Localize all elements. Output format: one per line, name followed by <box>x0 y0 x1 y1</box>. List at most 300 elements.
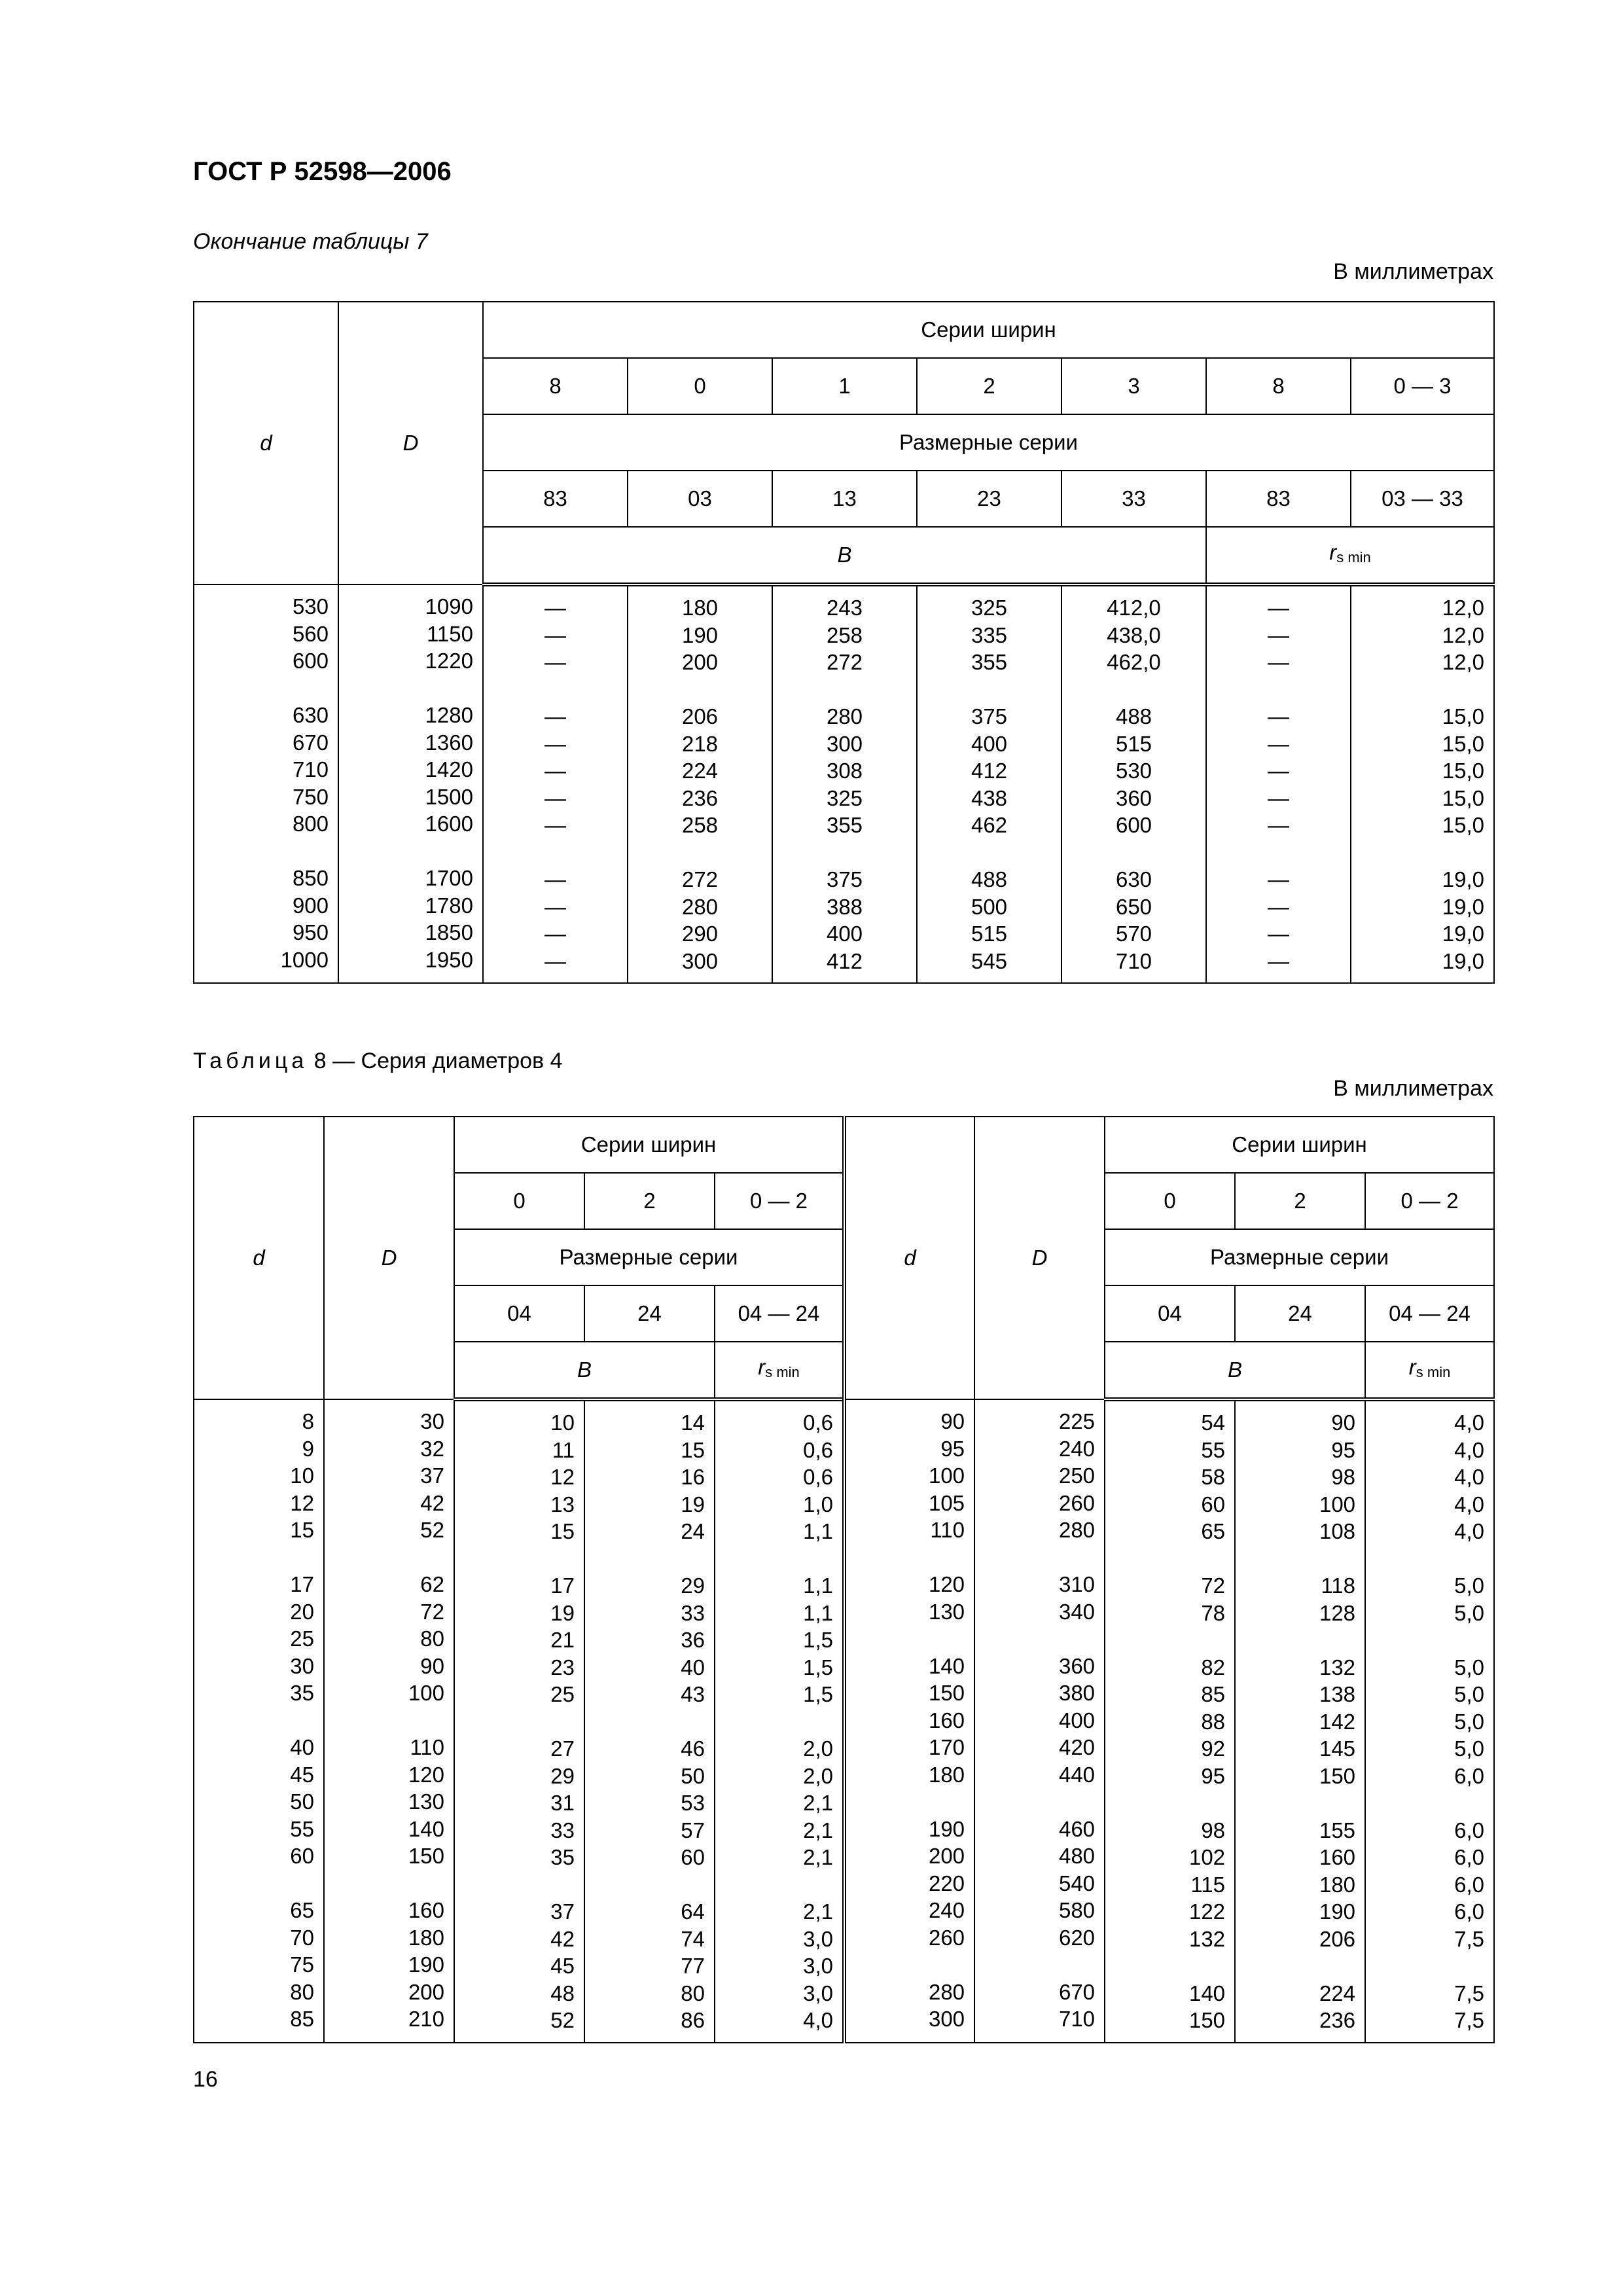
cell-value: 375 <box>826 867 863 891</box>
cell-value <box>975 1544 1095 1571</box>
cell-value: 95 <box>1201 1763 1226 1788</box>
cell-value: 280 <box>1058 1518 1096 1542</box>
cell-value: 74 <box>681 1926 705 1951</box>
cell-value: 300 <box>826 731 863 756</box>
cell-value: 3,0 <box>803 1981 834 2005</box>
cell-value: 12,0 <box>1442 622 1485 647</box>
cell-value: 150 <box>408 1844 444 1868</box>
r-subscript: s min <box>1336 549 1371 566</box>
cell-value <box>1366 1626 1484 1654</box>
cell-value: — <box>544 731 566 756</box>
dim-series-cell: 04 <box>454 1285 584 1342</box>
cell-value: 3,0 <box>803 1954 834 1978</box>
cell-value: 150 <box>1188 2008 1226 2032</box>
cell-value: — <box>544 867 566 891</box>
cell-value: — <box>1268 785 1289 810</box>
cell-value: 150 <box>1319 1763 1356 1788</box>
cell-value: 20 <box>290 1599 314 1624</box>
cell-value <box>194 1707 314 1734</box>
cell-value: 4,0 <box>803 2008 834 2032</box>
cell-value: 19,0 <box>1442 948 1485 973</box>
cell-value: 400 <box>826 922 863 946</box>
cell-value <box>1105 1789 1225 1817</box>
cell-value <box>975 1625 1095 1653</box>
cell-value: 55 <box>290 1816 314 1841</box>
cell-value: 1420 <box>425 757 473 781</box>
cell-value: — <box>1268 813 1289 837</box>
cell-value: 488 <box>1115 704 1152 728</box>
r83-column <box>1206 584 1351 983</box>
cell-value: 380 <box>1058 1681 1096 1705</box>
cell-value <box>585 1545 705 1573</box>
table7-caption: Окончание таблицы 7 <box>193 229 428 254</box>
cell-value <box>1105 1626 1225 1654</box>
cell-value: 132 <box>1188 1926 1226 1951</box>
cell-value: — <box>1268 650 1289 674</box>
cell-value <box>773 676 916 704</box>
cell-value: 40 <box>290 1735 314 1759</box>
cell-value: 2,0 <box>803 1736 834 1761</box>
cell-value: 850 <box>292 866 329 890</box>
b33-column <box>1061 584 1206 983</box>
cell-value: 206 <box>1319 1926 1356 1951</box>
cell-value: 800 <box>292 812 329 836</box>
cell-value: 480 <box>1058 1844 1096 1868</box>
cell-value: 13 <box>550 1492 575 1516</box>
cell-value <box>1236 1545 1355 1573</box>
cell-value: 150 <box>928 1681 965 1705</box>
cell-value: 190 <box>928 1816 965 1841</box>
cell-value: 1600 <box>425 812 473 836</box>
r-subscript: s min <box>765 1364 800 1381</box>
cell-value: 12,0 <box>1442 650 1485 674</box>
cell-value: 100 <box>928 1463 965 1488</box>
cell-value: 272 <box>826 650 863 674</box>
cell-value: 420 <box>1058 1735 1096 1759</box>
cell-value: 15,0 <box>1442 704 1485 728</box>
cell-value: — <box>544 759 566 783</box>
width-series-cell: 0 — 2 <box>715 1173 844 1229</box>
r-symbol: r <box>1408 1355 1416 1380</box>
cell-value: 290 <box>681 922 719 946</box>
cell-value: 206 <box>681 704 719 728</box>
cell-value: 160 <box>1319 1845 1356 1869</box>
dim-series-cell: 33 <box>1061 471 1206 527</box>
dim-series-cell: 24 <box>584 1285 715 1342</box>
cell-value: 12 <box>290 1490 314 1515</box>
cell-value: 98 <box>1201 1818 1226 1842</box>
cell-value <box>846 1788 965 1816</box>
cell-value: 210 <box>408 2007 444 2031</box>
cell-value: 488 <box>971 867 1008 891</box>
cell-value: 180 <box>681 596 719 620</box>
table8-units: В миллиметрах <box>1333 1076 1493 1101</box>
cell-value <box>194 1870 314 1897</box>
right-b24-column <box>1235 1399 1365 2043</box>
cell-value <box>339 675 473 702</box>
cell-value: 95 <box>1331 1437 1356 1462</box>
cell-value: 19,0 <box>1442 894 1485 919</box>
cell-value: 128 <box>1319 1600 1356 1625</box>
cell-value <box>975 1788 1095 1816</box>
cell-value: 500 <box>971 894 1008 919</box>
cell-value: 80 <box>290 1979 314 2004</box>
cell-value: 630 <box>1115 867 1152 891</box>
cell-value: 335 <box>971 622 1008 647</box>
cell-value: 15,0 <box>1442 759 1485 783</box>
b03-column <box>628 584 772 983</box>
cell-value: — <box>1268 704 1289 728</box>
table8-body-row <box>194 1399 1494 2043</box>
cell-value: 600 <box>292 649 329 673</box>
cell-value: 560 <box>292 621 329 646</box>
cell-value: 72 <box>1201 1573 1226 1598</box>
cell-value: 412 <box>826 948 863 973</box>
width-series-cell: 8 <box>1206 358 1351 414</box>
table8-left-width-series-header: Серии ширин <box>454 1117 844 1173</box>
cell-value: — <box>544 813 566 837</box>
r-column <box>1351 584 1494 983</box>
cell-value <box>455 1708 575 1736</box>
table7-r-header <box>1206 527 1494 584</box>
cell-value: 33 <box>681 1600 705 1625</box>
cell-value: 15,0 <box>1442 731 1485 756</box>
cell-value: 6,0 <box>1454 1845 1485 1869</box>
cell-value: 360 <box>1115 785 1152 810</box>
cell-value: — <box>544 922 566 946</box>
cell-value: 50 <box>681 1763 705 1788</box>
cell-value: 5,0 <box>1454 1682 1485 1706</box>
document-title: ГОСТ Р 52598—2006 <box>193 157 452 186</box>
cell-value: 110 <box>930 1518 965 1542</box>
cell-value: 120 <box>408 1762 444 1787</box>
cell-value <box>1062 676 1205 704</box>
cell-value: 98 <box>1331 1465 1356 1489</box>
cell-value <box>194 1544 314 1571</box>
cell-value: — <box>544 704 566 728</box>
cell-value <box>773 839 916 867</box>
cell-value: 45 <box>550 1954 575 1978</box>
cell-value: 272 <box>681 867 719 891</box>
cell-value <box>585 1708 705 1736</box>
width-series-cell: 0 <box>1105 1173 1235 1229</box>
cell-value: 280 <box>826 704 863 728</box>
cell-value <box>1351 839 1484 867</box>
cell-value: 15 <box>290 1518 314 1542</box>
cell-value: 375 <box>971 704 1008 728</box>
table8-caption-title: 8 — Серия диаметров 4 <box>308 1049 563 1073</box>
cell-value: 412,0 <box>1107 596 1161 620</box>
cell-value: 90 <box>940 1409 965 1433</box>
cell-value: 53 <box>681 1791 705 1815</box>
cell-value: 630 <box>292 703 329 727</box>
cell-value: 355 <box>971 650 1008 674</box>
cell-value: 530 <box>1115 759 1152 783</box>
cell-value <box>1105 1545 1225 1573</box>
cell-value: 1150 <box>427 621 473 646</box>
cell-value: 88 <box>1201 1709 1226 1734</box>
cell-value: 710 <box>1058 2007 1096 2031</box>
cell-value: 118 <box>1321 1573 1356 1598</box>
cell-value <box>1366 1545 1484 1573</box>
cell-value: 14 <box>681 1410 705 1435</box>
cell-value <box>715 1708 833 1736</box>
cell-value: — <box>544 596 566 620</box>
dim-series-cell: 83 <box>483 471 628 527</box>
cell-value: 438 <box>971 785 1008 810</box>
cell-value <box>846 1625 965 1653</box>
cell-value: 1360 <box>425 730 473 755</box>
cell-value: 670 <box>1058 1979 1096 2004</box>
cell-value <box>1366 1952 1484 1980</box>
cell-value: 42 <box>550 1926 575 1951</box>
cell-value: 46 <box>681 1736 705 1761</box>
cell-value: 36 <box>681 1628 705 1652</box>
cell-value: 35 <box>290 1681 314 1705</box>
cell-value: 1090 <box>425 594 473 619</box>
cell-value: 1220 <box>425 649 473 673</box>
cell-value: 1950 <box>425 947 473 972</box>
left-D-column <box>324 1399 454 2043</box>
cell-value <box>194 838 329 865</box>
cell-value: 23 <box>550 1655 575 1679</box>
cell-value <box>1366 1789 1484 1817</box>
cell-value: 105 <box>928 1490 965 1515</box>
cell-value: 48 <box>550 1981 575 2005</box>
dim-series-cell: 13 <box>772 471 917 527</box>
dim-series-cell: 83 <box>1206 471 1351 527</box>
cell-value: — <box>1268 731 1289 756</box>
cell-value: 160 <box>928 1708 965 1732</box>
cell-value: 3,0 <box>803 1926 834 1951</box>
cell-value: 220 <box>928 1871 965 1895</box>
right-b04-column <box>1105 1399 1235 2043</box>
cell-value: 122 <box>1188 1899 1226 1924</box>
cell-value: 280 <box>681 894 719 919</box>
cell-value: 1700 <box>425 866 473 890</box>
cell-value: 1,0 <box>803 1492 834 1516</box>
cell-value: 64 <box>681 1899 705 1924</box>
cell-value: 240 <box>1058 1436 1096 1461</box>
cell-value: 29 <box>550 1763 575 1788</box>
table8-right-B-header: B <box>1105 1342 1365 1399</box>
cell-value: 19,0 <box>1442 867 1485 891</box>
cell-value: 110 <box>410 1735 444 1759</box>
table7-d-header: d <box>194 302 338 584</box>
table8-right-dim-series-header: Размерные серии <box>1105 1229 1494 1285</box>
cell-value: 108 <box>1319 1519 1356 1543</box>
dim-series-cell: 24 <box>1235 1285 1365 1342</box>
cell-value: 58 <box>1201 1465 1226 1489</box>
cell-value: — <box>544 785 566 810</box>
cell-value: 40 <box>681 1655 705 1679</box>
b83-column <box>483 584 628 983</box>
cell-value: 310 <box>1058 1572 1096 1596</box>
cell-value <box>715 1545 833 1573</box>
cell-value: 243 <box>826 596 863 620</box>
cell-value: 60 <box>1201 1492 1226 1516</box>
table7-D-header: D <box>338 302 483 584</box>
cell-value: 10 <box>290 1463 314 1488</box>
cell-value: 1280 <box>425 703 473 727</box>
cell-value: 4,0 <box>1454 1492 1485 1516</box>
cell-value: 142 <box>1319 1709 1356 1734</box>
cell-value <box>846 1544 965 1571</box>
cell-value: 30 <box>420 1409 444 1433</box>
width-series-cell: 3 <box>1061 358 1206 414</box>
cell-value: 300 <box>681 948 719 973</box>
cell-value: 650 <box>1115 894 1152 919</box>
cell-value: 82 <box>1201 1655 1226 1679</box>
cell-value: 43 <box>681 1682 705 1706</box>
cell-value: 75 <box>290 1952 314 1977</box>
cell-value: 25 <box>290 1626 314 1651</box>
cell-value: 5,0 <box>1454 1736 1485 1761</box>
left-b24-column <box>584 1399 715 2043</box>
cell-value: 190 <box>408 1952 444 1977</box>
cell-value <box>1207 839 1350 867</box>
cell-value: 460 <box>1058 1816 1096 1841</box>
cell-value: 280 <box>928 1979 965 2004</box>
cell-value: 45 <box>290 1762 314 1787</box>
cell-value: 710 <box>1115 948 1152 973</box>
r-symbol: r <box>758 1355 766 1380</box>
cell-value: 250 <box>1058 1463 1096 1488</box>
cell-value: 95 <box>940 1436 965 1461</box>
cell-value: 92 <box>1201 1736 1226 1761</box>
cell-value: 225 <box>1058 1409 1096 1433</box>
cell-value: 462,0 <box>1107 650 1161 674</box>
cell-value: 140 <box>1188 1981 1226 2005</box>
cell-value <box>1105 1952 1225 1980</box>
cell-value: 258 <box>826 622 863 647</box>
cell-value <box>339 838 473 865</box>
cell-value: 325 <box>971 596 1008 620</box>
left-d-column <box>194 1399 324 2043</box>
cell-value: 0,6 <box>803 1465 834 1489</box>
cell-value: 90 <box>420 1653 444 1678</box>
cell-value: 145 <box>1319 1736 1356 1761</box>
cell-value: — <box>1268 596 1289 620</box>
cell-value: 462 <box>971 813 1008 837</box>
cell-value: 102 <box>1188 1845 1226 1869</box>
right-D-column <box>974 1399 1105 2043</box>
cell-value: 900 <box>292 893 329 918</box>
cell-value: 37 <box>550 1899 575 1924</box>
cell-value: 340 <box>1058 1599 1096 1624</box>
cell-value: 12,0 <box>1442 596 1485 620</box>
width-series-cell: 0 <box>628 358 772 414</box>
cell-value: 5,0 <box>1454 1709 1485 1734</box>
cell-value: 6,0 <box>1454 1763 1485 1788</box>
cell-value: 85 <box>290 2007 314 2031</box>
cell-value: 2,0 <box>803 1763 834 1788</box>
cell-value: 115 <box>1190 1872 1226 1897</box>
cell-value: 52 <box>420 1518 444 1542</box>
b23-column <box>917 584 1061 983</box>
cell-value: 7,5 <box>1454 2008 1485 2032</box>
cell-value: 620 <box>1058 1925 1096 1950</box>
table7-B-header: B <box>483 527 1206 584</box>
dim-series-cell: 04 — 24 <box>1365 1285 1494 1342</box>
cell-value <box>1236 1952 1355 1980</box>
cell-value: 5,0 <box>1454 1573 1485 1598</box>
cell-value: 80 <box>681 1981 705 2005</box>
cell-value: 200 <box>928 1844 965 1868</box>
cell-value: 60 <box>681 1845 705 1869</box>
cell-value: 355 <box>826 813 863 837</box>
cell-value: 2,1 <box>803 1899 834 1924</box>
cell-value: 438,0 <box>1107 622 1161 647</box>
cell-value: 72 <box>420 1599 444 1624</box>
cell-value <box>455 1545 575 1573</box>
cell-value: 515 <box>971 922 1008 946</box>
cell-value: 5,0 <box>1454 1600 1485 1625</box>
cell-value: 400 <box>971 731 1008 756</box>
cell-value: 412 <box>971 759 1008 783</box>
cell-value: 300 <box>928 2007 965 2031</box>
cell-value: 30 <box>290 1653 314 1678</box>
d-column <box>194 584 338 983</box>
cell-value: 33 <box>550 1818 575 1842</box>
cell-value: 600 <box>1115 813 1152 837</box>
cell-value: 0,6 <box>803 1410 834 1435</box>
table8-left-dim-series-header: Размерные серии <box>454 1229 844 1285</box>
cell-value: 200 <box>408 1979 444 2004</box>
cell-value: 236 <box>1319 2008 1356 2032</box>
D-column <box>338 584 483 983</box>
cell-value: 308 <box>826 759 863 783</box>
cell-value: 1500 <box>425 784 473 809</box>
cell-value: 31 <box>550 1791 575 1815</box>
cell-value: 180 <box>1319 1872 1356 1897</box>
right-r-column <box>1365 1399 1494 2043</box>
cell-value: 1,1 <box>803 1600 834 1625</box>
cell-value: 388 <box>826 894 863 919</box>
width-series-cell: 2 <box>584 1173 715 1229</box>
cell-value: — <box>544 622 566 647</box>
right-d-column <box>844 1399 974 2043</box>
table7-dim-series-header: Размерные серии <box>483 414 1494 471</box>
cell-value: 2,1 <box>803 1845 834 1869</box>
width-series-cell: 1 <box>772 358 917 414</box>
cell-value: 540 <box>1058 1871 1096 1895</box>
cell-value: 9 <box>302 1436 314 1461</box>
cell-value: 180 <box>928 1762 965 1787</box>
cell-value <box>585 1871 705 1899</box>
table8-right-width-series-header: Серии ширин <box>1105 1117 1494 1173</box>
cell-value: 8 <box>302 1409 314 1433</box>
cell-value: 80 <box>420 1626 444 1651</box>
dim-series-cell: 03 <box>628 471 772 527</box>
cell-value: 580 <box>1058 1898 1096 1922</box>
cell-value: 1,5 <box>803 1628 834 1652</box>
cell-value: 545 <box>971 948 1008 973</box>
table7 <box>193 301 1495 984</box>
cell-value <box>1236 1626 1355 1654</box>
r-symbol: r <box>1329 540 1337 565</box>
cell-value: 77 <box>681 1954 705 1978</box>
width-series-cell: 0 — 3 <box>1351 358 1494 414</box>
cell-value <box>1351 676 1484 704</box>
cell-value: 19,0 <box>1442 922 1485 946</box>
cell-value: 100 <box>1319 1492 1356 1516</box>
table8-caption-prefix: Таблица <box>193 1049 308 1073</box>
cell-value: 19 <box>550 1600 575 1625</box>
cell-value: 400 <box>1058 1708 1096 1732</box>
cell-value: 140 <box>408 1816 444 1841</box>
table8-left-r-header <box>715 1342 844 1399</box>
